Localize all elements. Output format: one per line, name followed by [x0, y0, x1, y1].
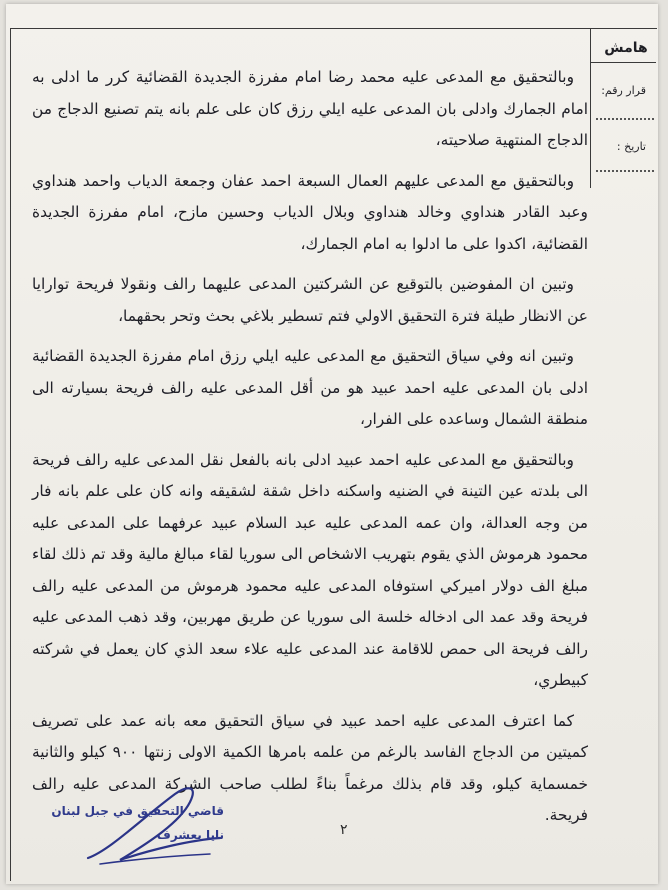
margin-divider [590, 28, 591, 188]
date-label: تاريخ : [616, 140, 646, 153]
paragraph-2: وبالتحقيق مع المدعى عليهم العمال السبعة احمد عفان وجمعة الدياب واحمد هنداوي وعبد القادر هنداوي وخالد هنداوي وبلال الدياب وحسين مازح، امام مفرزة الجديدة القضائية، اكدوا على ما ادلوا به امام الجمارك، [32, 171, 588, 253]
signature-name: نايا يعشرف [156, 828, 224, 842]
signature-title: قاضي التحقيق في جبل لبنان [51, 804, 224, 818]
paragraph-1: وبالتحقيق مع المدعى عليه محمد رضا امام مفرزة الجديدة القضائية كرر ما ادلى به امام الجمارك وادلى بان المدعى عليه ايلي رزق كان على علم بانه يتم تصنيع الدجاج من الدجاج المنتهية صلاحيته، [32, 68, 588, 149]
margin-heading-rule [590, 62, 656, 63]
paragraph-3: وتبين ان المفوضين بالتوقيع عن الشركتين المدعى عليهما رالف ونقولا فريحة توارايا عن الانظار طيلة فترة التحقيق الاولي فتم تسطير بلاغي بحث وتحر بحقهما، [32, 275, 588, 325]
document-body [32, 62, 588, 841]
margin-heading: هامش [604, 40, 648, 56]
paragraph-6: كما اعترف المدعى عليه احمد عبيد في سياق التحقيق معه بانه عمد على تصريف كميتين من الدجاج الفاسد بالرغم من علمه بامرها الكمية الاولى زنتها ٩٠٠ كيلو والثانية خمسماية كيلو، وقد قام بذلك مرغماً بناءً لطلب صاحب الشركة المدعى عليه رالف فريحة. [32, 711, 588, 824]
paragraph-5: وبالتحقيق مع المدعى عليه احمد عبيد ادلى بانه بالفعل نقل المدعى عليه رالف فريحة الى بلدته عين التينة في الضنيه واسكنه داخل شقة لشقيقه وانه كان على علم بانه فار من وجه العدالة، وان عمه المدعى عليه عبد السلام عبيد عرفهما على المدعى عليه محمود هرموش الذي يقوم بتهريب الاشخاص الى سوريا لقاء مبالغ مالية وقد تم ذلك لقاء مبلغ الف دولار اميركي استوفاه المدعى عليه محمود هرموش من المدعى عليه رالف فريحة وقد عمد الى ادخاله خلسة الى سوريا عن طريق مهربين، وقد ذهب المدعى عليه رالف فريحة الى حمص للاقامة عند المدعى عليه علاء سعد الذي كان يعمل في شركته كبيطري، [32, 450, 588, 689]
signature-stamp [51, 780, 230, 870]
date-dots [596, 170, 654, 172]
page-number: ٢ [340, 822, 348, 838]
signature-scribble [80, 780, 230, 870]
paragraph-4: وتبين انه وفي سياق التحقيق مع المدعى عليه ايلي رزق امام مفرزة الجديدة القضائية ادلى بان المدعى عليه احمد عبيد هو من أقل المدعى عليه رالف فريحة بسيارته الى منطقة الشمال وساعده على الفرار، [32, 347, 588, 428]
decision-number-dots [596, 118, 654, 120]
decision-number-label: قرار رقم: [601, 84, 646, 97]
